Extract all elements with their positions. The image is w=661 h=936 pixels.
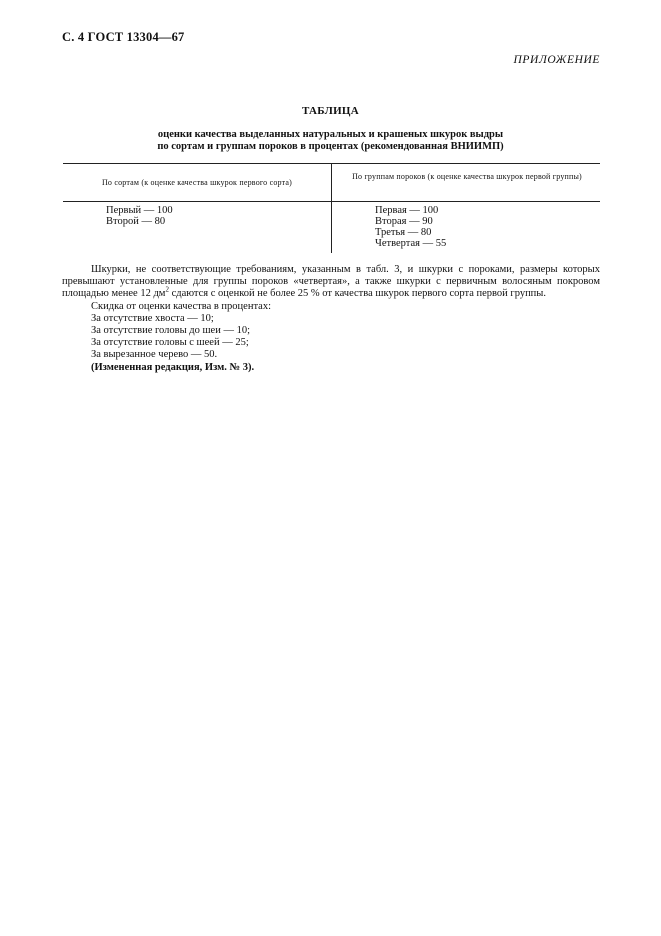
area-superscript: 2 [165,285,169,294]
grade-item: Первый — 100 [106,205,173,216]
subtitle-line: оценки качества выделанных натуральных и крашеных шкурок выдры [157,129,504,140]
discount-item: За отсутствие хвоста — 10; [91,312,214,324]
subtitle-line: по сортам и группам пороков в процентах (рекомендованная ВНИИМП) [157,141,504,152]
defect-group-item: Первая — 100 [375,205,439,216]
defect-group-item: Четвертая — 55 [375,238,447,249]
discount-item: За отсутствие головы до шеи — 10; [91,325,251,337]
area-text-rest: сдаются с оценкой не более 25 % от качества шкурок первого сорта первой группы. [168,288,546,300]
table-title: ТАБЛИЦА [301,105,360,117]
area-text: площадью менее 12 дм [62,288,166,300]
paragraph-line: превышают установленные для группы пороков «четвертая», а также шкурки с первичным волосяным покровом [62,276,600,288]
column-header-defect-groups: По группам пороков (к оценке качества шкурок первой группы) [352,172,582,181]
page-header: С. 4 ГОСТ 13304—67 [62,30,185,44]
defect-group-values [375,205,446,249]
table-subtitle [0,129,661,153]
table-column-divider [331,163,332,253]
paragraph-line [62,285,600,300]
amendment-note: (Измененная редакция, Изм. № 3). [91,361,255,373]
grade-item: Второй — 80 [106,216,166,227]
discount-item: За вырезанное черево — 50. [91,349,218,361]
discount-item: За отсутствие головы с шеей — 25; [91,337,249,349]
appendix-label: ПРИЛОЖЕНИЕ [513,54,600,66]
defect-group-item: Вторая — 90 [375,216,433,227]
body-text [62,264,600,374]
defect-group-item: Третья — 80 [375,227,432,238]
column-header-grades: По сортам (к оценке качества шкурок первого сорта) [101,178,293,187]
discount-intro: Скидка от оценки качества в процентах: [91,300,271,312]
grades-values [106,205,173,227]
paragraph-line: Шкурки, не соответствующие требованиям, указанным в табл. 3, и шкурки с пороками, размеры которых [91,264,600,275]
